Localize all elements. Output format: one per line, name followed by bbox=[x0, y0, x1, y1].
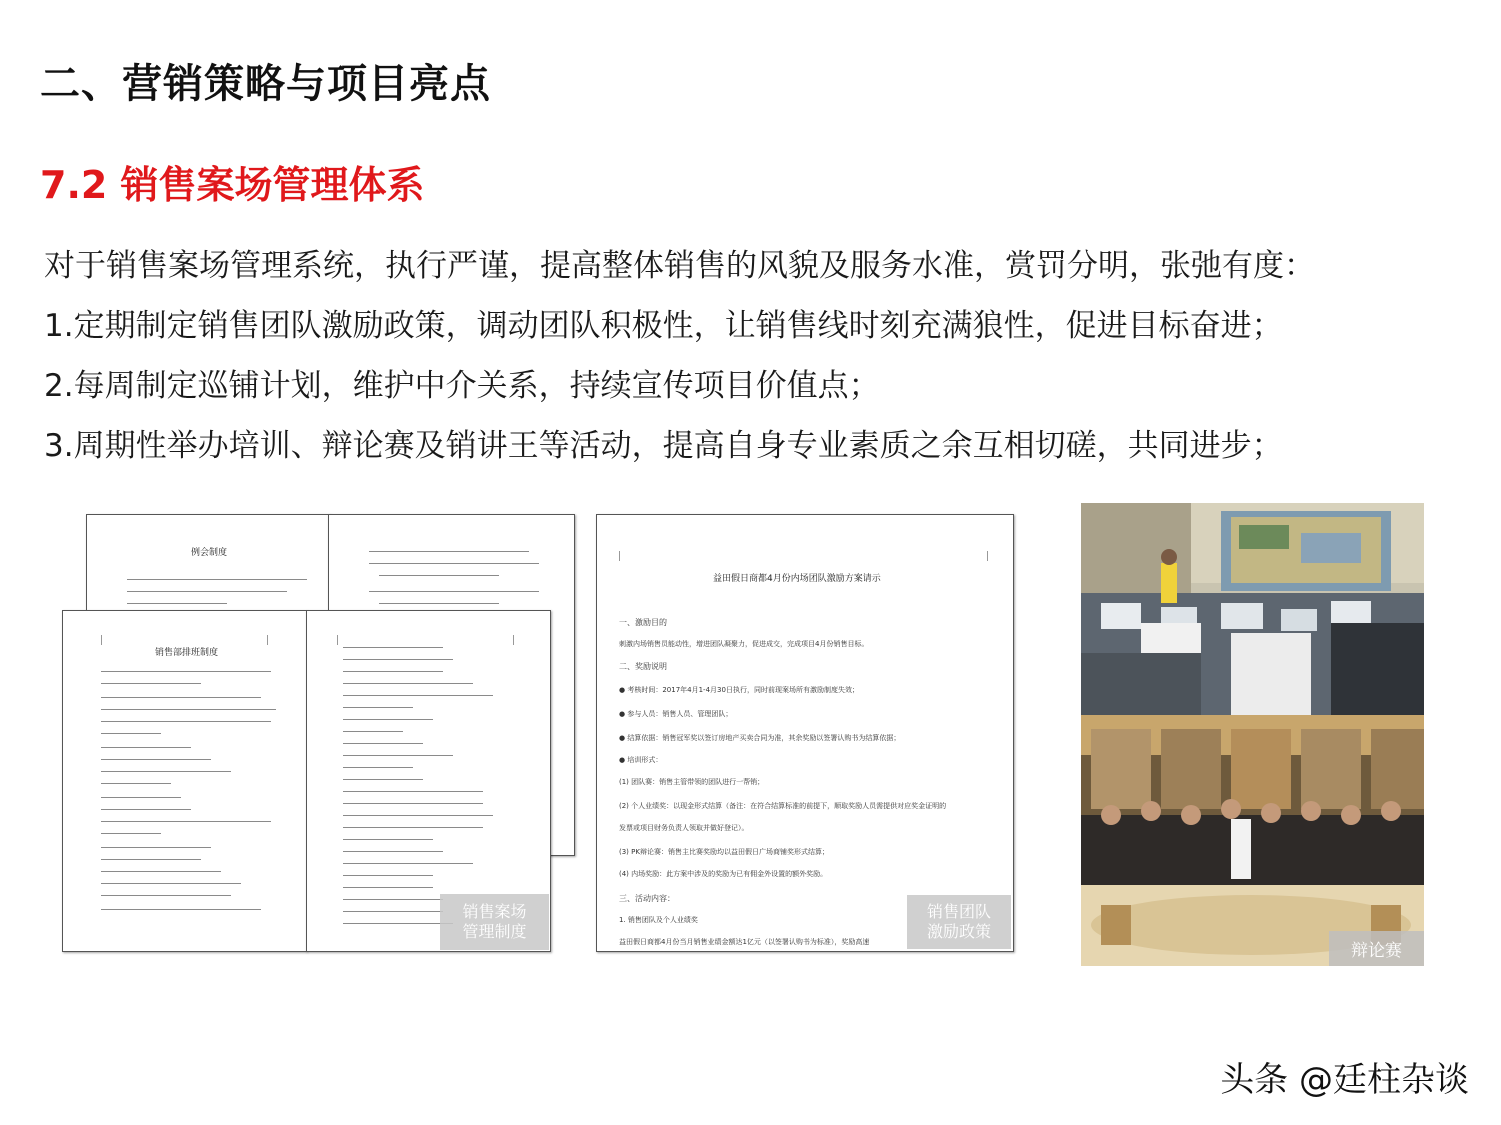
doc-item: (1) 团队赛：销售主管带领的团队进行一帮销； bbox=[619, 778, 765, 786]
caption-line: 销售案场 bbox=[462, 902, 527, 921]
doc-item: 益田假日商都4月份当月销售业绩金额达1亿元（以签署认购书为标准），奖励高速 bbox=[619, 938, 870, 946]
doc-page-title: 例会制度 bbox=[191, 548, 228, 558]
caption-line: 销售团队 bbox=[926, 902, 991, 921]
subsection-title: 7.2 销售案场管理体系 bbox=[40, 163, 425, 207]
doc-bullet: ● 考核时间：2017年4月1-4月30日执行，同时前现案场所有激励制度失效； bbox=[619, 686, 859, 694]
doc-page-shift-rules bbox=[62, 610, 307, 952]
doc-section-heading: 三、活动内容： bbox=[619, 894, 675, 903]
point-2-line: 2.每周制定巡铺计划，维护中介关系，持续宣传项目价值点； bbox=[44, 368, 880, 404]
doc-bullet: ● 参与人员：销售人员、管理团队； bbox=[619, 710, 733, 718]
activity-photos bbox=[1081, 503, 1424, 966]
incentive-doc-title: 益田假日商都4月份内场团队激励方案请示 bbox=[713, 574, 881, 584]
office-photo bbox=[1081, 503, 1424, 715]
doc-section-heading: 二、奖励说明 bbox=[619, 662, 667, 671]
doc-item: (4) 内场奖励：此方案中涉及的奖励为已有佣金外设置的额外奖励。 bbox=[619, 870, 828, 878]
management-docs-group bbox=[62, 514, 577, 952]
point-3-line: 3.周期性举办培训、辩论赛及销讲王等活动，提高自身专业素质之余互相切磋，共同进步； bbox=[44, 428, 1283, 464]
intro-line: 对于销售案场管理系统，执行严谨，提高整体销售的风貌及服务水准，赏罚分明，张弛有度： bbox=[44, 248, 1315, 284]
debate-photo bbox=[1081, 715, 1424, 966]
management-docs-caption bbox=[440, 894, 549, 950]
doc-section-heading: 一、激励目的 bbox=[619, 618, 667, 627]
caption-line: 管理制度 bbox=[462, 922, 527, 941]
caption-line: 激励政策 bbox=[926, 922, 991, 941]
doc-item: (2) 个人业绩奖：以现金形式结算（备注：在符合结算标准的前提下，顺取奖励人员需提供对应奖金证明的 bbox=[619, 802, 947, 810]
doc-page-title: 销售部排班制度 bbox=[155, 648, 219, 658]
doc-item: 发票或项目财务负责人领取并做好登记）。 bbox=[619, 824, 749, 832]
doc-bullet: ● 培训形式： bbox=[619, 756, 663, 764]
incentive-plan-doc bbox=[596, 514, 1014, 952]
incentive-doc-caption bbox=[907, 895, 1011, 949]
section-title: 二、营销策略与项目亮点 bbox=[40, 61, 491, 107]
watermark: 头条 @廷柱杂谈 bbox=[1220, 1060, 1469, 1100]
debate-tag bbox=[1329, 931, 1424, 966]
debate-tag-label: 辩论赛 bbox=[1351, 941, 1402, 961]
doc-bullet: ● 结算依据：销售冠军奖以签订房地产买卖合同为准，其余奖励以签署认购书为结算依据； bbox=[619, 734, 901, 742]
doc-paragraph: 刺激内场销售员能动性，增进团队凝聚力，促进成交，完成项目4月份销售目标。 bbox=[619, 640, 869, 648]
doc-item: 1. 销售团队及个人业绩奖 bbox=[619, 916, 698, 924]
doc-item: (3) PK辩论赛：销售主比赛奖励均以益田假日广场商铺奖形式结算； bbox=[619, 848, 829, 856]
point-1-line: 1.定期制定销售团队激励政策，调动团队积极性，让销售线时刻充满狼性，促进目标奋进； bbox=[44, 308, 1283, 344]
